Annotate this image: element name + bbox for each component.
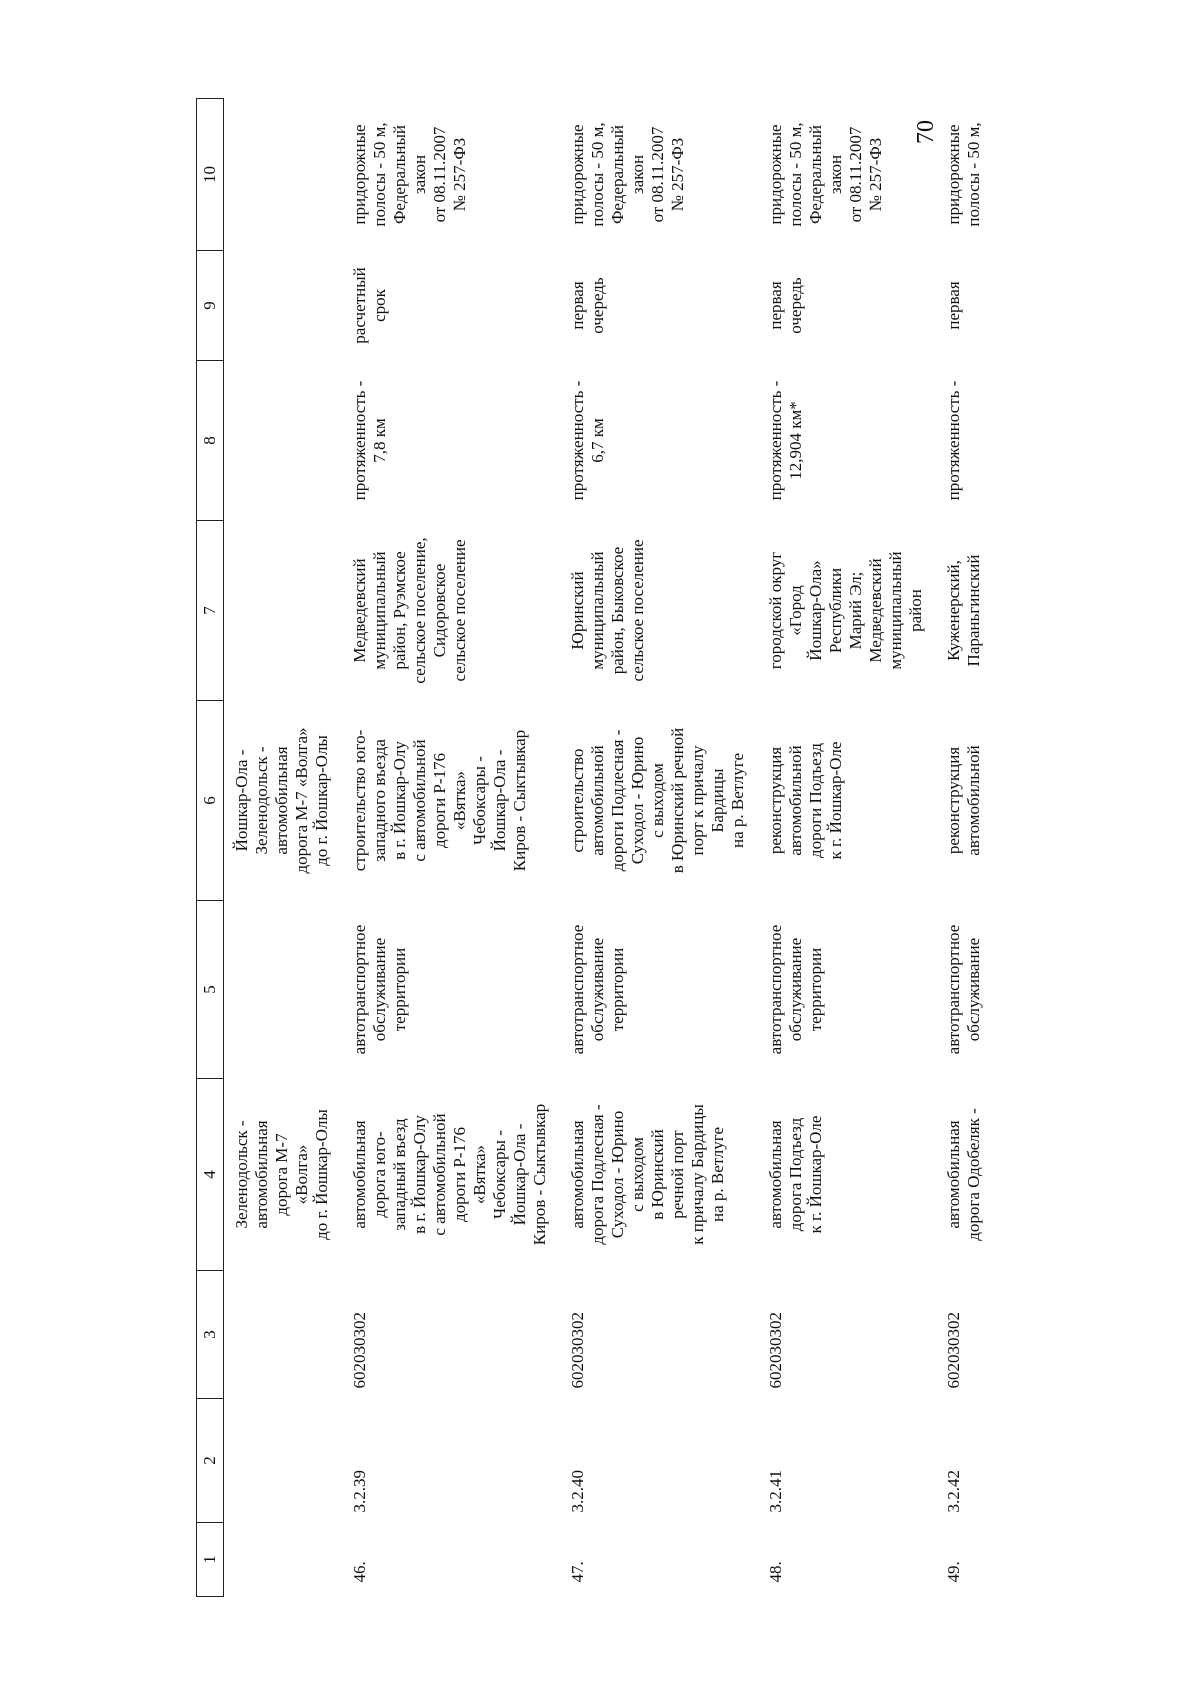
column-header-2: 2 (197, 1399, 224, 1523)
cell-characteristics: протяженность - 6,7 км (568, 380, 607, 501)
column-header-4: 4 (197, 1079, 224, 1271)
cell-description: строительство автомобильной дороги Подлесная - Суходол - Юрино с выходом в Юринский речной порт к причалу Бардицы на р. Ветлуге (568, 727, 747, 874)
cell-class-code: 602030302 (568, 1312, 587, 1389)
cell-zones: придорожные полосы - 50 м, (944, 122, 983, 227)
cell-term: первая (944, 281, 963, 330)
cell-class-code: 602030302 (766, 1312, 785, 1389)
cell-location: городской округ «Город Йошкар-Ола» Республики Марий Эл; Медведевский муниципальный район (766, 551, 925, 670)
cell-term: расчетный срок (350, 267, 389, 344)
table-row (936, 99, 994, 1597)
cell-term: первая очередь (766, 277, 805, 334)
column-header-3: 3 (197, 1271, 224, 1399)
rotated-table-sheet (196, 99, 996, 1597)
cell-class-code: 602030302 (350, 1312, 369, 1389)
table-row (342, 99, 560, 1597)
page-number: 70 (913, 120, 939, 144)
cell-characteristics: протяженность - 7,8 км (350, 380, 389, 501)
cell-purpose (224, 901, 343, 1079)
cell-code: 3.2.39 (350, 1470, 369, 1513)
table-row (758, 99, 936, 1597)
cell-description: реконструкция автомобильной (944, 745, 983, 856)
cell-location: Медведевский муниципальный район, Руэмское сельское поселение, Сидоровское сельское поселение (350, 537, 469, 684)
cell-number: 47. (568, 1561, 587, 1583)
cell-purpose: автотранспортное обслуживание территории (766, 924, 825, 1055)
cell-class-code: 602030302 (944, 1312, 963, 1389)
cell-zones (224, 99, 343, 251)
cell-term (224, 251, 343, 361)
cell-class-code (224, 1271, 343, 1399)
cell-description: строительство юго- западного въезда в г. Йошкар-Олу с автомобильной дороги Р-176 «Вятка» Чебоксары - Йошкар-Ола - Киров - Сыктывкар (350, 729, 529, 872)
cell-zones: придорожные полосы - 50 м, Федеральный закон от 08.11.2007 № 257-ФЗ (766, 122, 885, 227)
column-header-6: 6 (197, 701, 224, 901)
cell-purpose: автотранспортное обслуживание (944, 924, 983, 1055)
cell-location: Юринский муниципальный район, Быковское сельское поселение (568, 539, 647, 682)
cell-location: Куженерский, Параньгинский (944, 554, 983, 667)
cell-characteristics: протяженность - (944, 380, 963, 501)
cell-purpose: автотранспортное обслуживание территории (350, 924, 409, 1055)
cell-object-name: автомобильная дорога Одобеляк - (944, 1108, 983, 1241)
table-row (224, 99, 343, 1597)
cell-object-name: автомобильная дорога юго- западный въезд в г. Йошкар-Олу с автомобильной дороги Р-176 «Вятка» Чебоксары - Йошкар-Ола - Киров - Сыктывкар (350, 1103, 549, 1246)
cell-zones: придорожные полосы - 50 м, Федеральный закон от 08.11.2007 № 257-ФЗ (350, 122, 469, 227)
cell-location (224, 521, 343, 701)
column-header-1: 1 (197, 1523, 224, 1597)
column-header-8: 8 (197, 361, 224, 521)
column-header-7: 7 (197, 521, 224, 701)
infrastructure-table (196, 98, 994, 1597)
cell-zones: придорожные полосы - 50 м, Федеральный закон от 08.11.2007 № 257-ФЗ (568, 122, 687, 227)
cell-term: первая очередь (568, 277, 607, 334)
cell-number (224, 1523, 343, 1597)
cell-object-name: автомобильная дорога Подлесная - Суходол - Юрино с выходом в Юринский речной порт к причалу Бардицы на р. Ветлуге (568, 1104, 727, 1245)
cell-code: 3.2.42 (944, 1470, 963, 1513)
cell-number: 48. (766, 1561, 785, 1583)
cell-characteristics (224, 361, 343, 521)
table-row (560, 99, 758, 1597)
cell-purpose: автотранспортное обслуживание территории (568, 924, 627, 1055)
cell-code: 3.2.41 (766, 1470, 785, 1513)
column-header-10: 10 (197, 99, 224, 251)
cell-number: 46. (350, 1561, 369, 1583)
cell-code (224, 1399, 343, 1523)
column-number-header-row (197, 99, 224, 1597)
cell-object-name: автомобильная дорога Подъезд к г. Йошкар-Оле (766, 1115, 825, 1234)
column-header-9: 9 (197, 251, 224, 361)
column-header-5: 5 (197, 901, 224, 1079)
cell-description: реконструкция автомобильной дороги Подъезд к г. Йошкар-Оле (766, 741, 845, 860)
cell-number: 49. (944, 1561, 963, 1583)
cell-description: Йошкар-Ола - Зеленодольск - автомобильная дорога М-7 «Волга» до г. Йошкар-Олы (232, 727, 331, 874)
cell-code: 3.2.40 (568, 1470, 587, 1513)
cell-characteristics: протяженность - 12,904 км* (766, 380, 805, 501)
cell-object-name: Зеленодольск - автомобильная дорога М-7 «Волга» до г. Йошкар-Олы (232, 1109, 331, 1240)
